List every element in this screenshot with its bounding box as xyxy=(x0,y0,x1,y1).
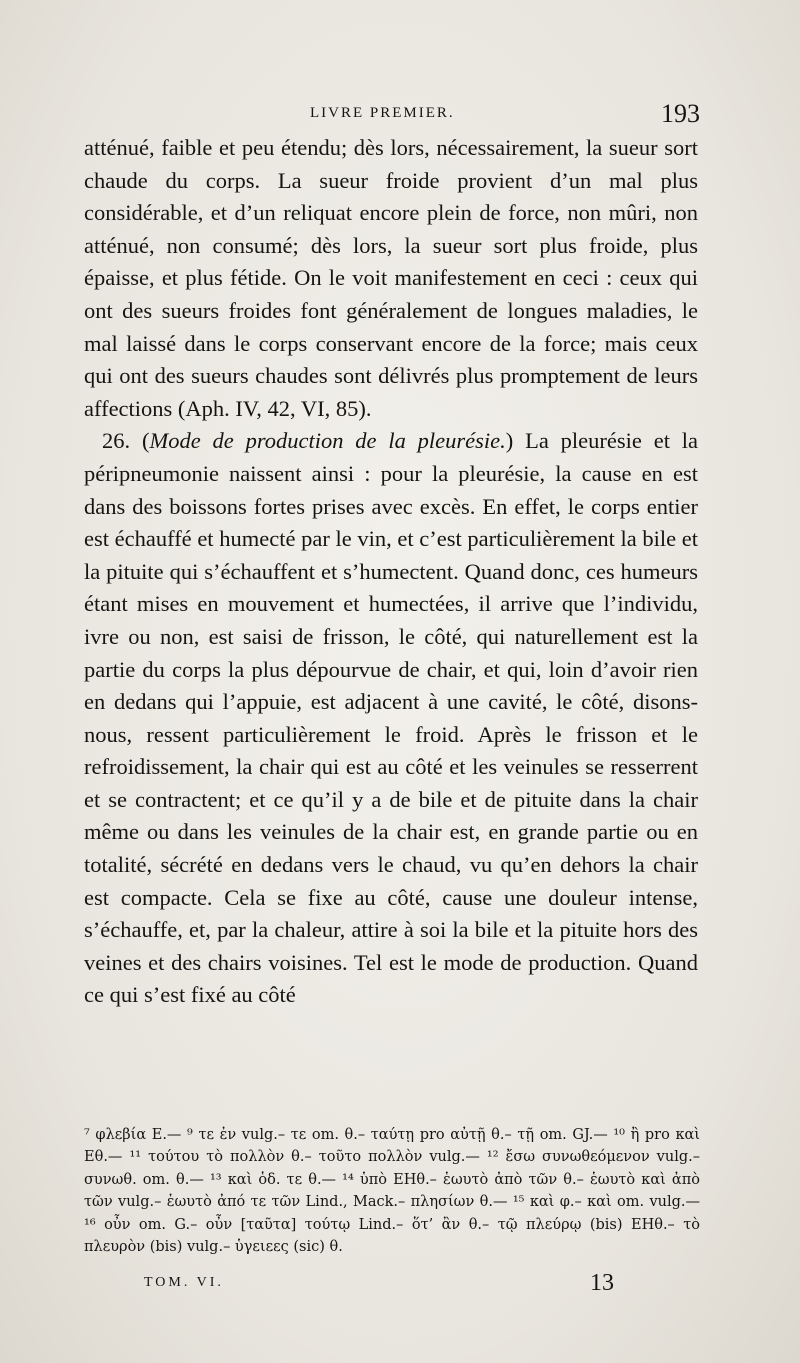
paragraph-continued: atténué, faible et peu étendu; dès lors, nécessairement, la sueur sort chaude du corps. La sueur froide provient d’un mal plus considérable, et d’un reliquat encore plein de force, non mûri, non atténué, non consumé; dès lors, la sueur sort plus froide, plus épaisse, et plus fétide. On le voit manifestement en ceci : ceux qui ont des sueurs froides font généralement de longues maladies, le mal laissé dans le corps conservant encore de la force; mais ceux qui ont des sueurs chaudes sont délivrés plus promptement de leurs affections (Aph. IV, 42, VI, 85). xyxy=(84,135,698,421)
running-title: LIVRE PREMIER. xyxy=(310,105,455,121)
signature-number: 13 xyxy=(590,1270,614,1296)
paragraph-26: 26. (Mode de production de la pleurésie.) La pleurésie et la péripneumonie naissent ainsi : pour la pleurésie, la cause en est dans des boissons fortes prises avec excès. En effet, le corps entier est échauffé et humecté par le vin, et c’est particulièrement la bile et la pituite qui s’échauffent et s’humectent. Quand donc, ces humeurs étant mises en mouvement et humectées, il arrive que l’individu, ivre ou non, est saisi de frisson, le côté, qui naturellement est la partie du corps la plus dépourvue de chair, et qui, loin d’avoir rien en dedans qui l’appuie, est adjacent à une cavité, le côté, disons-nous, ressent particulièrement le froid. Après le frisson et le refroidissement, la chair qui est au côté et les veinules se resserrent et se contractent; et ce qu’il y a de bile et de pituite dans la chair même ou dans les veinules de la chair est, en grande partie ou en totalité, sécrété en dedans vers le chaud, vu qu’en dehors la chair est compacte. Cela se fixe au côté, cause une douleur intense, s’échauffe, et, par la chaleur, attire à soi la bile et la pituite hors des veines et des chairs voisines. Tel est le mode de production. Quand ce qui s’est fixé au côté xyxy=(84,428,699,1008)
running-head xyxy=(0,96,800,136)
footnote-apparatus: ⁷ φλεβία E.— ⁹ τε ἐν vulg.– τε om. θ.– ταύτῃ pro αὐτῇ θ.– τῇ om. GJ.— ¹⁰ ἢ pro καὶ Eθ.— ¹¹ τούτου τὸ πολλὸν θ.– τοῦτο πολλὸν vulg.— ¹² ἔσω συνωθεόμενον vulg.– συνωθ. om. θ.— ¹³ καὶ ὁδ. τε θ.— ¹⁴ ὑπὸ EHθ.– ἑωυτὸ ἀπὸ τῶν θ.– ἑωυτὸ καὶ ἀπὸ τῶν vulg.– ἑωυτὸ ἀπό τε τῶν Lind., Mack.– πλησίων θ.— ¹⁵ καὶ φ.– καὶ om. vulg.— ¹⁶ οὖν om. G.– οὖν [ταῦτα] τούτῳ Lind.– ὅτ’ ἂν θ.– τῷ πλεύρῳ (bis) EHθ.– τὸ πλευρὸν (bis) vulg.– ὑγειεες (sic) θ. xyxy=(84,1127,700,1256)
page-number: 193 xyxy=(661,99,700,128)
section-number: 26. xyxy=(102,428,131,454)
section-heading: Mode de production de la pleurésie. xyxy=(149,428,506,454)
paragraph-26-text: La pleurésie et la péripneumonie naissent ainsi : pour la pleurésie, la cause en est dans des boissons fortes prises avec excès. En effet, le corps entier est échauffé et humecté par le vin, et c’est particulièrement la bile et la pituite qui s’échauffent et s’humectent. Quand donc, ces humeurs étant mises en mouvement et humectées, il arrive que l’individu, ivre ou non, est saisi de frisson, le côté, qui naturellement est la partie du corps la plus dépourvue de chair, et qui, loin d’avoir rien en dedans qui l’appuie, est adjacent à une cavité, le côté, disons-nous, ressent particulièrement le froid. Après le frisson et le refroidissement, la chair qui est au côté et les veinules se resserrent et se contractent; et ce qu’il y a de bile et de pituite dans la chair même ou dans les veinules de la chair est, en grande partie ou en totalité, sécrété en dedans vers le chaud, vu qu’en dehors la chair est compacte. Cela se fixe au côté, cause une douleur intense, s’échauffe, et, par la chaleur, attire à soi la bile et la pituite hors des veines et des chairs voisines. Tel est le mode de production. Quand ce qui s’est fixé au côté xyxy=(84,428,699,1008)
signature-volume: TOM. VI. xyxy=(144,1275,224,1290)
body-text xyxy=(84,132,698,1012)
footnotes xyxy=(84,1124,700,1258)
